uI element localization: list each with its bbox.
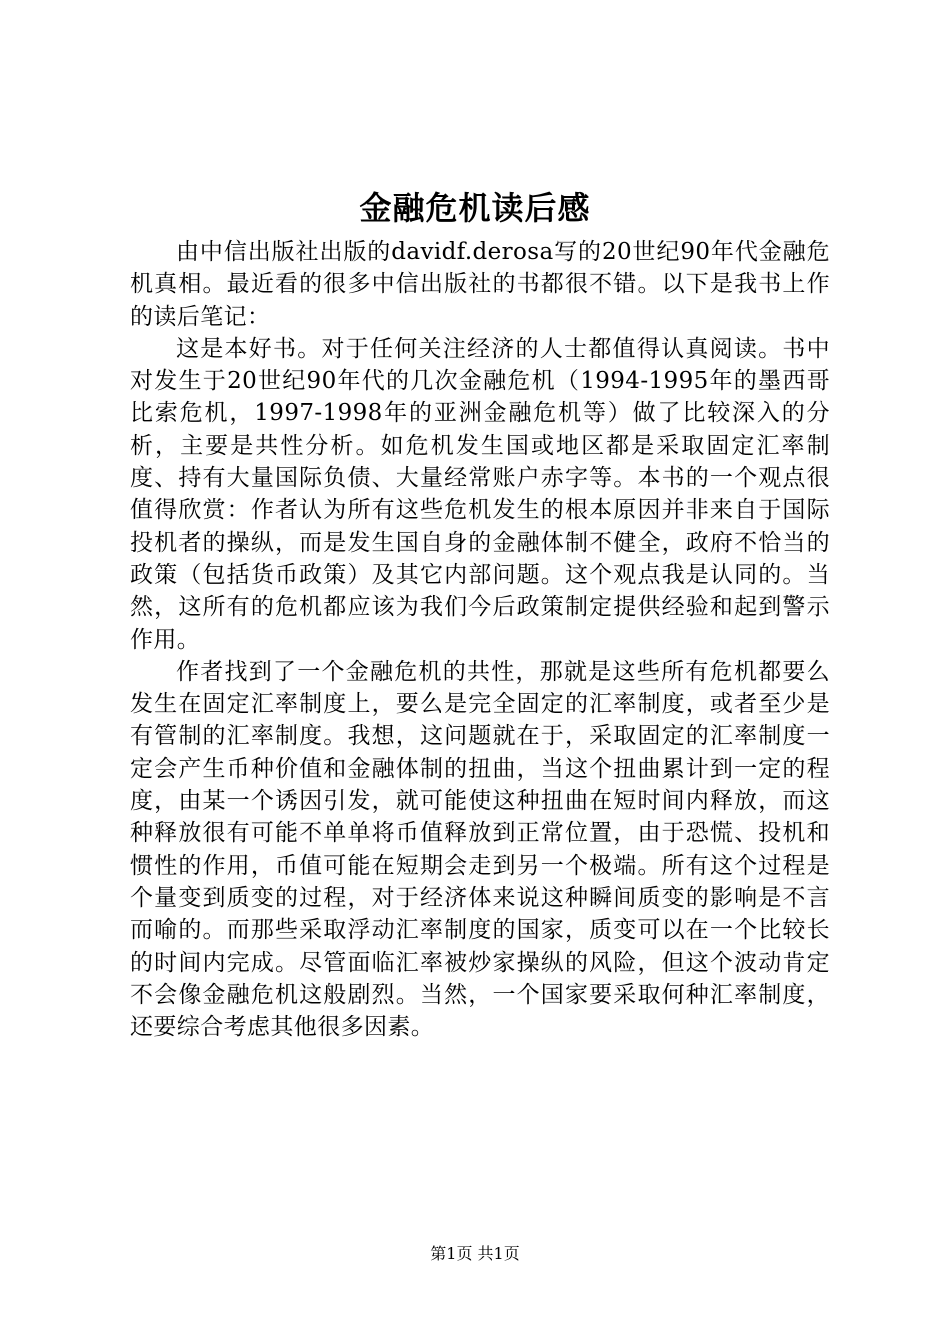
paragraph-intro: 由中信出版社出版的davidf.derosa写的20世纪90年代金融危机真相。最近看的很多中信出版社的书都很不错。以下是我书上作的读后笔记： bbox=[130, 239, 830, 330]
page-footer: 第1页 共1页 bbox=[430, 1244, 520, 1263]
document-title: 金融危机读后感 bbox=[359, 189, 591, 227]
paragraph-exchange-rate: 作者找到了一个金融危机的共性，那就是这些所有危机都要么发生在固定汇率制度上，要么是完全固定的汇率制度，或者至少是有管制的汇率制度。我想，这问题就在于，采取固定的汇率制度一定会产生币种价值和金融体制的扭曲，当这个扭曲累计到一定的程度，由某一个诱因引发，就可能使这种扭曲在短时间内释放，而这种释放很有可能不单单将币值释放到正常位置，由于恐慌、投机和惯性的作用，币值可能在短期会走到另一个极端。所有这个过程是个量变到质变的过程，对于经济体来说这种瞬间质变的影响是不言而喻的。而那些采取浮动汇率制度的国家，质变可以在一个比较长的时间内完成。尽管面临汇率被炒家操纵的风险，但这个波动肯定不会像金融危机这般剧烈。当然，一个国家要采取何种汇率制度，还要综合考虑其他很多因素。 bbox=[130, 658, 830, 1041]
paragraph-analysis: 这是本好书。对于任何关注经济的人士都值得认真阅读。书中对发生于20世纪90年代的几次金融危机（1994-1995年的墨西哥比索危机，1997-1998年的亚洲金融危机等）做了比较深入的分析，主要是共性分析。如危机发生国或地区都是采取固定汇率制度、持有大量国际负债、大量经常账户赤字等。本书的一个观点很值得欣赏：作者认为所有这些危机发生的根本原因并非来自于国际投机者的操纵，而是发生国自身的金融体制不健全，政府不恰当的政策（包括货币政策）及其它内部问题。这个观点我是认同的。当然，这所有的危机都应该为我们今后政策制定提供经验和起到警示作用。 bbox=[130, 335, 830, 653]
document-body bbox=[130, 236, 830, 1043]
